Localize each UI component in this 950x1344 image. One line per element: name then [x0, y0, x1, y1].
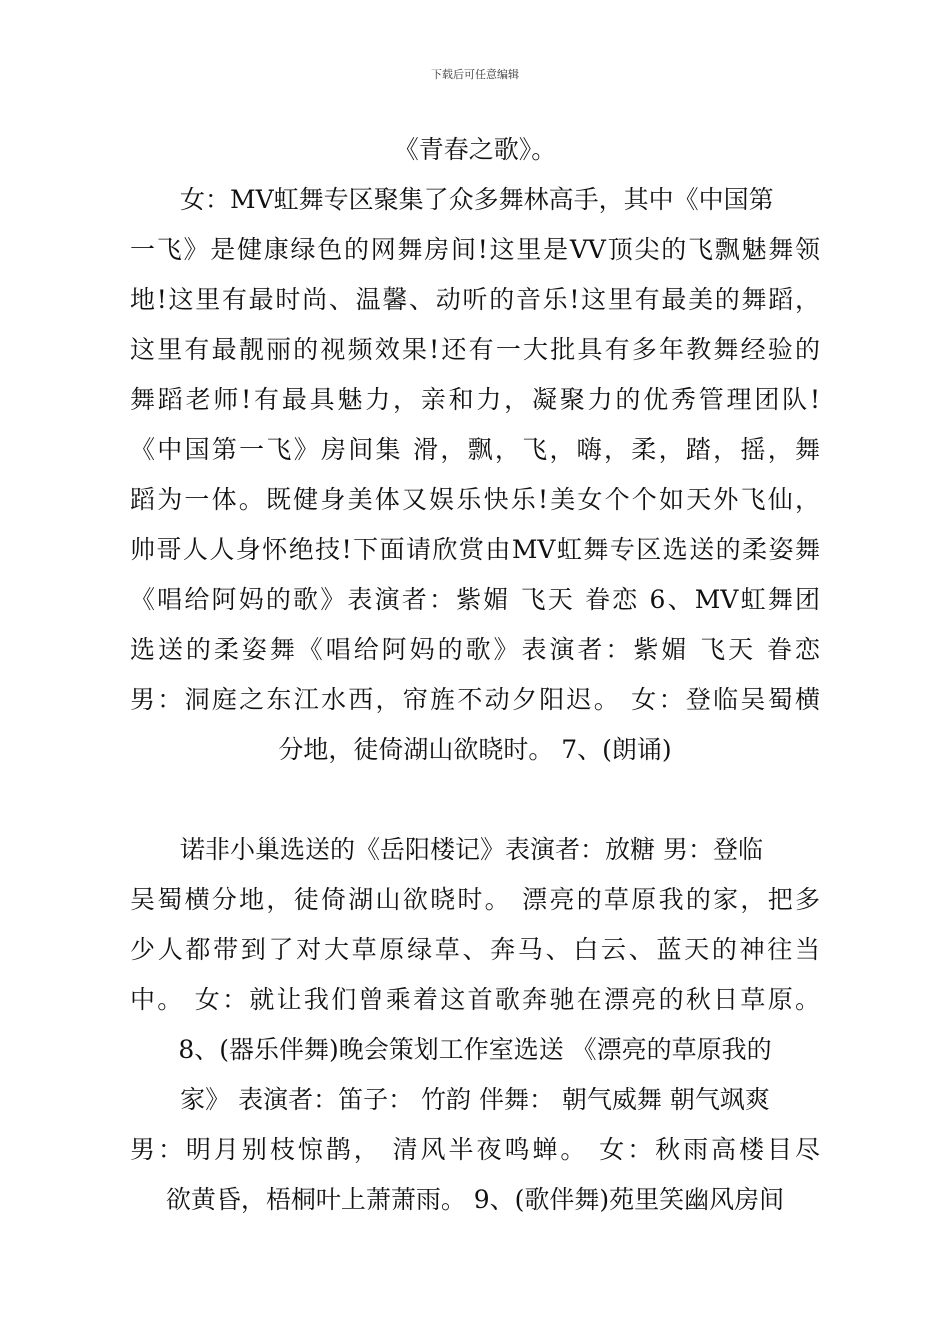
text-line: 吴蜀横分地，徒倚湖山欲晓时。 漂亮的草原我的家，把多 [130, 885, 820, 914]
header-note: 下载后可任意编辑 [431, 68, 519, 81]
text-line: 《中国第一飞》房间集 滑，飘，飞，嗨，柔，踏，摇，舞 [130, 435, 820, 464]
text-line: 男：明月别枝惊鹊， 清风半夜鸣蝉。 女：秋雨高楼目尽 [130, 1135, 820, 1164]
text-line: 《唱给阿妈的歌》表演者：紫媚 飞天 眷恋 6、MV虹舞团 [130, 585, 820, 614]
text-line: 地!这里有最时尚、温馨、动听的音乐!这里有最美的舞蹈， [130, 285, 820, 314]
text-line: 8、(器乐伴舞)晚会策划工作室选送 《漂亮的草原我的 [178, 1035, 772, 1064]
text-line: 诺非小巢选送的《岳阳楼记》表演者：放糖 男：登临 [180, 835, 763, 864]
text-line: 一飞》是健康绿色的网舞房间!这里是VV顶尖的飞飘魅舞领 [130, 235, 820, 264]
text-line: 帅哥人人身怀绝技!下面请欣赏由MV虹舞专区选送的柔姿舞 [130, 535, 820, 564]
text-line: 少人都带到了对大草原绿草、奔马、白云、蓝天的神往当 [130, 935, 820, 964]
text-line: 欲黄昏，梧桐叶上萧萧雨。 9、(歌伴舞)苑里笑幽风房间 [165, 1185, 785, 1214]
text-line: 这里有最靓丽的视频效果!还有一大批具有多年教舞经验的 [130, 335, 820, 364]
text-line: 女：MV虹舞专区聚集了众多舞林高手，其中《中国第 [180, 185, 774, 214]
text-line: 蹈为一体。既健身美体又娱乐快乐!美女个个如天外飞仙， [130, 485, 820, 514]
text-line: 家》 表演者：笛子： 竹韵 伴舞： 朝气威舞 朝气飒爽 [180, 1085, 770, 1114]
text-line: 中。 女：就让我们曾乘着这首歌奔驰在漂亮的秋日草原。 [130, 985, 820, 1014]
text-line: 《青春之歌》。 [393, 135, 557, 164]
text-line: 选送的柔姿舞《唱给阿妈的歌》表演者：紫媚 飞天 眷恋 [130, 635, 820, 664]
text-line: 舞蹈老师!有最具魅力，亲和力，凝聚力的优秀管理团队! [130, 385, 820, 414]
text-line: 分地，徒倚湖山欲晓时。 7、(朗诵) [278, 735, 672, 764]
text-line: 男：洞庭之东江水西，帘旌不动夕阳迟。 女：登临吴蜀横 [130, 685, 820, 714]
